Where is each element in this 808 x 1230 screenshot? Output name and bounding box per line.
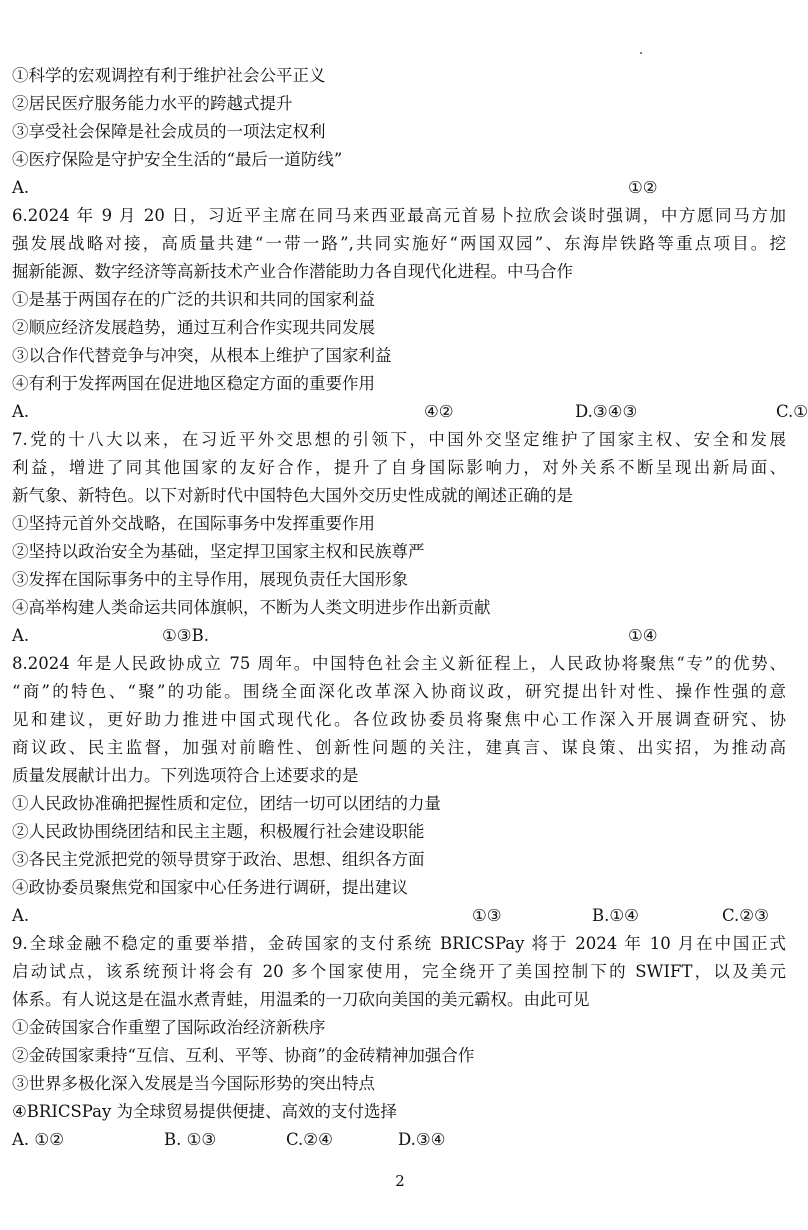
q9-option-4: ④BRICSPay 为全球贸易提供便捷、高效的支付选择 [12, 1102, 398, 1121]
q9-answer-d: D.③④ [398, 1130, 446, 1149]
q8-stem-line-5: 质量发展献计出力。下列选项符合上述要求的是 [12, 766, 359, 785]
q8-answer-c: C.②③ [722, 906, 769, 925]
q7-answer-b-value: ①④ [628, 626, 658, 645]
q9-option-3: ③世界多极化深入发展是当今国际形势的突出特点 [12, 1074, 375, 1093]
q9-stem-line-2: 启动试点，该系统预计将会有 20 多个国家使用，完全绕开了美国控制下的 SWIFT，以及美元 [12, 962, 786, 981]
q5-option-1: ①科学的宏观调控有利于维护社会公平正义 [12, 66, 326, 85]
q6-stem-line-2: 强发展战略对接，高质量共建“一带一路”,共同实施好“两国双园”、东海岸铁路等重点项目。挖 [12, 234, 786, 253]
q6-option-2: ②顺应经济发展趋势，通过互利合作实现共同发展 [12, 318, 375, 337]
page-number: 2 [395, 1172, 405, 1190]
q8-option-2: ②人民政协围绕团结和民主主题，积极履行社会建设职能 [12, 822, 425, 841]
q8-option-3: ③各民主党派把党的领导贯穿于政治、思想、组织各方面 [12, 850, 425, 869]
q8-answer-a-value: ①③ [472, 906, 502, 925]
q9-answer-b: B. ①③ [164, 1130, 217, 1149]
q6-answer-d: D.③④③ [575, 402, 638, 421]
q8-stem-line-4: 商议政、民主监督，加强对前瞻性、创新性问题的关注，建真言、谋良策、出实招，为推动高 [12, 738, 786, 757]
q6-answer-c: C.① [776, 402, 808, 421]
q8-answer-a-label: A. [12, 906, 30, 925]
q8-stem-line-2: “商”的特色、“聚”的功能。围绕全面深化改革深入协商议政，研究提出针对性、操作性强的意 [12, 682, 786, 701]
q7-option-3: ③发挥在国际事务中的主导作用，展现负责任大国形象 [12, 570, 408, 589]
q9-answer-c: C.②④ [286, 1130, 333, 1149]
q5-answer-a-value: ①② [628, 178, 658, 197]
q6-option-4: ④有利于发挥两国在促进地区稳定方面的重要作用 [12, 374, 375, 393]
q6-stem-line-3: 掘新能源、数字经济等高新技术产业合作潜能助力各自现代化进程。中马合作 [12, 262, 573, 281]
q7-answer-a-label: A. [12, 626, 30, 645]
q7-stem-line-3: 新气象、新特色。以下对新时代中国特色大国外交历史性成就的阐述正确的是 [12, 486, 573, 505]
q6-answer-a-label: A. [12, 402, 30, 421]
q9-answer-a: A. ①② [12, 1130, 64, 1149]
q5-option-2: ②居民医疗服务能力水平的跨越式提升 [12, 94, 293, 113]
q7-option-2: ②坚持以政治安全为基础，坚定捍卫国家主权和民族尊严 [12, 542, 425, 561]
q8-option-4: ④政协委员聚焦党和国家中心任务进行调研，提出建议 [12, 878, 408, 897]
q9-stem-line-3: 体系。有人说这是在温水煮青蛙，用温柔的一刀砍向美国的美元霸权。由此可见 [12, 990, 590, 1009]
q7-stem-line-1: 7.党的十八大以来，在习近平外交思想的引领下，中国外交坚定维护了国家主权、安全和发展 [12, 430, 786, 449]
q8-stem-line-1: 8.2024 年是人民政协成立 75 周年。中国特色社会主义新征程上，人民政协将聚焦“专”的优势、 [12, 654, 786, 673]
q5-option-3: ③享受社会保障是社会成员的一项法定权利 [12, 122, 326, 141]
q6-option-1: ①是基于两国存在的广泛的共识和共同的国家利益 [12, 290, 375, 309]
q5-option-4: ④医疗保险是守护安全生活的“最后一道防线” [12, 150, 343, 169]
q8-answer-b: B.①④ [592, 906, 639, 925]
q7-stem-line-2: 利益，增进了同其他国家的友好合作，提升了自身国际影响力，对外关系不断呈现出新局面、 [12, 458, 786, 477]
q8-stem-line-3: 见和建议，更好助力推进中国式现代化。各位政协委员将聚焦中心工作深入开展调查研究、协 [12, 710, 786, 729]
q9-option-2: ②金砖国家秉持“互信、互利、平等、协商”的金砖精神加强合作 [12, 1046, 475, 1065]
q8-option-1: ①人民政协准确把握性质和定位，团结一切可以团结的力量 [12, 794, 441, 813]
q7-option-1: ①坚持元首外交战略，在国际事务中发挥重要作用 [12, 514, 375, 533]
scan-dot [640, 52, 642, 54]
q7-option-4: ④高举构建人类命运共同体旗帜，不断为人类文明进步作出新贡献 [12, 598, 491, 617]
q7-answer-ab: ①③B. [162, 626, 209, 645]
q5-answer-a-label: A. [12, 178, 30, 197]
q6-option-3: ③以合作代替竞争与冲突，从根本上维护了国家利益 [12, 346, 392, 365]
q6-answer-a-value: ④② [424, 402, 454, 421]
q9-stem-line-1: 9.全球金融不稳定的重要举措，金砖国家的支付系统 BRICSPay 将于 2024 年 10 月在中国正式 [12, 934, 786, 953]
q9-option-1: ①金砖国家合作重塑了国际政治经济新秩序 [12, 1018, 326, 1037]
q6-stem-line-1: 6.2024 年 9 月 20 日，习近平主席在同马来西亚最高元首易卜拉欣会谈时强调，中方愿同马方加 [12, 206, 786, 225]
